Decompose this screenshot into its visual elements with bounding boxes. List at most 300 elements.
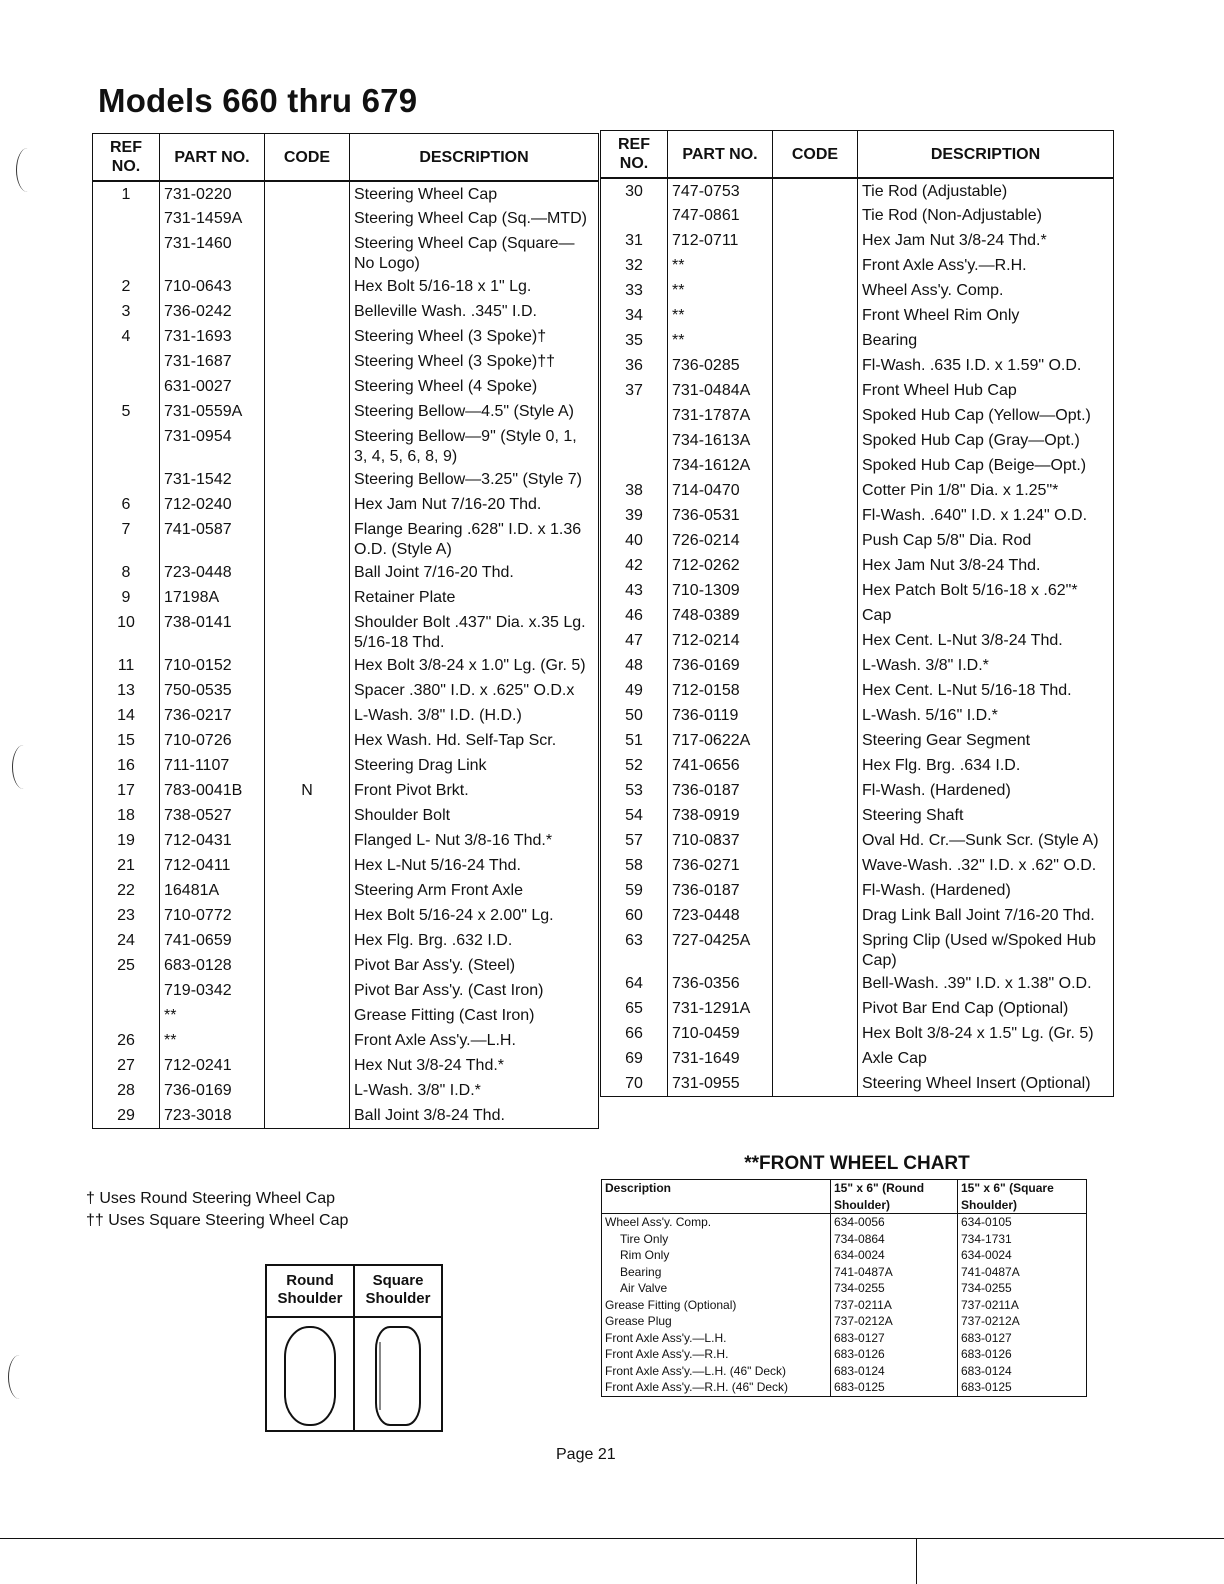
description-cell: Steering Bellow—9" (Style 0, 1, 3, 4, 5, 6, 8, 9)	[350, 424, 599, 467]
ref-no-cell: 4	[93, 324, 160, 349]
wheel-description-cell: Wheel Ass'y. Comp.	[602, 1214, 831, 1231]
description-cell: Push Cap 5/8" Dia. Rod	[858, 528, 1114, 553]
ref-no-cell: 27	[93, 1053, 160, 1078]
table-row	[93, 324, 599, 349]
ref-no-cell: 59	[601, 878, 668, 903]
round-shoulder-part-cell: 734-0255	[831, 1280, 958, 1297]
table-row	[601, 803, 1114, 828]
code-cell	[773, 528, 858, 553]
ref-no-cell: 9	[93, 585, 160, 610]
table-row	[601, 203, 1114, 228]
code-cell	[265, 678, 350, 703]
ref-no-cell: 16	[93, 753, 160, 778]
square-shoulder-part-cell: 737-0211A	[958, 1297, 1087, 1314]
code-cell	[265, 492, 350, 517]
code-cell	[773, 853, 858, 878]
ref-no-cell	[93, 467, 160, 492]
part-no-cell: 731-1291A	[668, 996, 773, 1021]
ref-no-cell: 57	[601, 828, 668, 853]
ref-no-cell: 17	[93, 778, 160, 803]
part-no-cell: 631-0027	[160, 374, 265, 399]
ref-no-cell: 58	[601, 853, 668, 878]
wheel-description-cell: Tire Only	[602, 1231, 831, 1248]
code-cell	[773, 353, 858, 378]
description-cell: Steering Wheel Cap (Sq.—MTD)	[350, 206, 599, 231]
part-no-cell: **	[668, 278, 773, 303]
part-no-cell: 731-1459A	[160, 206, 265, 231]
part-no-cell: **	[160, 1028, 265, 1053]
table-row	[601, 971, 1114, 996]
description-cell: Fl-Wash. (Hardened)	[858, 778, 1114, 803]
table-row	[93, 778, 599, 803]
ref-no-cell: 49	[601, 678, 668, 703]
page-number: Page 21	[556, 1446, 616, 1463]
ref-no-cell: 6	[93, 492, 160, 517]
ref-no-cell	[601, 203, 668, 228]
round-shoulder-part-cell: 683-0125	[831, 1379, 958, 1396]
round-shoulder-part-cell: 634-0056	[831, 1214, 958, 1231]
wheel-description-cell: Front Axle Ass'y.—L.H.	[602, 1330, 831, 1347]
round-shoulder-tire-icon	[282, 1324, 338, 1428]
ref-no-cell: 21	[93, 853, 160, 878]
part-no-cell: 750-0535	[160, 678, 265, 703]
front-wheel-chart	[601, 1179, 1087, 1397]
ref-no-cell	[93, 374, 160, 399]
part-no-cell: 714-0470	[668, 478, 773, 503]
table-row	[601, 703, 1114, 728]
code-cell	[265, 853, 350, 878]
wheel-header-round: 15" x 6" (Round Shoulder)	[831, 1180, 958, 1214]
square-shoulder-part-cell: 683-0127	[958, 1330, 1087, 1347]
part-no-cell: 723-3018	[160, 1103, 265, 1128]
table-row	[601, 478, 1114, 503]
description-cell: Hex Patch Bolt 5/16-18 x .62"*	[858, 578, 1114, 603]
description-cell: Fl-Wash. (Hardened)	[858, 878, 1114, 903]
code-cell	[265, 1003, 350, 1028]
code-cell	[265, 803, 350, 828]
ref-no-cell: 64	[601, 971, 668, 996]
square-shoulder-part-cell: 683-0125	[958, 1379, 1087, 1396]
table-row	[601, 428, 1114, 453]
punch-hole-mark	[12, 745, 35, 789]
wheel-header-description: Description	[602, 1180, 831, 1214]
wheel-chart-row	[602, 1231, 1087, 1248]
code-cell	[265, 231, 350, 274]
wheel-chart-row	[602, 1264, 1087, 1281]
wheel-chart-row	[602, 1280, 1087, 1297]
ref-no-cell: 63	[601, 928, 668, 971]
part-no-cell: 738-0919	[668, 803, 773, 828]
description-cell: Oval Hd. Cr.—Sunk Scr. (Style A)	[858, 828, 1114, 853]
description-cell: Hex Bolt 3/8-24 x 1.0" Lg. (Gr. 5)	[350, 653, 599, 678]
code-cell	[773, 678, 858, 703]
description-cell: Flange Bearing .628" I.D. x 1.36 O.D. (Style A)	[350, 517, 599, 560]
part-no-cell: 731-1687	[160, 349, 265, 374]
footnotes	[86, 1188, 348, 1232]
square-shoulder-part-cell: 734-1731	[958, 1231, 1087, 1248]
description-cell: L-Wash. 3/8" I.D. (H.D.)	[350, 703, 599, 728]
description-cell: Steering Drag Link	[350, 753, 599, 778]
table-row	[601, 178, 1114, 203]
description-cell: Flanged L- Nut 3/8-16 Thd.*	[350, 828, 599, 853]
table-row	[93, 928, 599, 953]
ref-no-cell: 34	[601, 303, 668, 328]
ref-no-cell: 26	[93, 1028, 160, 1053]
ref-no-cell: 28	[93, 1078, 160, 1103]
code-cell	[265, 274, 350, 299]
code-cell	[773, 403, 858, 428]
part-no-cell: 710-0152	[160, 653, 265, 678]
part-no-cell: 719-0342	[160, 978, 265, 1003]
ref-no-cell: 13	[93, 678, 160, 703]
round-shoulder-part-cell: 683-0127	[831, 1330, 958, 1347]
footnote-round: † Uses Round Steering Wheel Cap	[86, 1190, 336, 1207]
code-cell	[773, 628, 858, 653]
code-cell	[265, 753, 350, 778]
table-row	[93, 467, 599, 492]
part-no-cell: 736-0187	[668, 778, 773, 803]
description-cell: Bell-Wash. .39" I.D. x 1.38" O.D.	[858, 971, 1114, 996]
table-row	[93, 1103, 599, 1128]
header-code: CODE	[773, 131, 858, 179]
description-cell: Spring Clip (Used w/Spoked Hub Cap)	[858, 928, 1114, 971]
part-no-cell: 731-1693	[160, 324, 265, 349]
table-row	[93, 349, 599, 374]
code-cell	[773, 778, 858, 803]
part-no-cell: 731-0955	[668, 1071, 773, 1096]
part-no-cell: 738-0141	[160, 610, 265, 653]
code-cell	[265, 903, 350, 928]
wheel-chart-row	[602, 1379, 1087, 1396]
description-cell: Hex Bolt 3/8-24 x 1.5" Lg. (Gr. 5)	[858, 1021, 1114, 1046]
part-no-cell: 712-0214	[668, 628, 773, 653]
part-no-cell: 712-0262	[668, 553, 773, 578]
description-cell: Hex Jam Nut 3/8-24 Thd.	[858, 553, 1114, 578]
ref-no-cell: 69	[601, 1046, 668, 1071]
header-ref: REF NO.	[601, 131, 668, 179]
code-cell	[265, 424, 350, 467]
code-cell	[773, 578, 858, 603]
ref-no-cell	[601, 403, 668, 428]
description-cell: Hex Flg. Brg. .632 I.D.	[350, 928, 599, 953]
square-shoulder-part-cell: 683-0126	[958, 1346, 1087, 1363]
ref-no-cell: 14	[93, 703, 160, 728]
ref-no-cell: 3	[93, 299, 160, 324]
part-no-cell: 712-0241	[160, 1053, 265, 1078]
table-row	[93, 610, 599, 653]
header-description: DESCRIPTION	[350, 134, 599, 182]
code-cell	[265, 374, 350, 399]
table-row	[601, 1071, 1114, 1096]
ref-no-cell: 24	[93, 928, 160, 953]
code-cell	[773, 803, 858, 828]
code-cell	[773, 378, 858, 403]
table-row	[93, 828, 599, 853]
part-no-cell: 736-0285	[668, 353, 773, 378]
code-cell	[265, 1103, 350, 1128]
part-no-cell: 736-0119	[668, 703, 773, 728]
description-cell: Front Axle Ass'y.—L.H.	[350, 1028, 599, 1053]
wheel-header-square: 15" x 6" (Square Shoulder)	[958, 1180, 1087, 1214]
description-cell: Tie Rod (Adjustable)	[858, 178, 1114, 203]
description-cell: Steering Bellow—4.5" (Style A)	[350, 399, 599, 424]
code-cell	[773, 478, 858, 503]
description-cell: Pivot Bar Ass'y. (Steel)	[350, 953, 599, 978]
code-cell	[265, 610, 350, 653]
wheel-chart-row	[602, 1297, 1087, 1314]
table-row	[601, 728, 1114, 753]
description-cell: Fl-Wash. .635 I.D. x 1.59" O.D.	[858, 353, 1114, 378]
code-cell	[265, 978, 350, 1003]
code-cell	[773, 728, 858, 753]
page-title: Models 660 thru 679	[98, 82, 418, 119]
ref-no-cell: 35	[601, 328, 668, 353]
part-no-cell: 736-0271	[668, 853, 773, 878]
ref-no-cell: 19	[93, 828, 160, 853]
wheel-chart-row	[602, 1313, 1087, 1330]
description-cell: Hex L-Nut 5/16-24 Thd.	[350, 853, 599, 878]
part-no-cell: 747-0753	[668, 178, 773, 203]
table-row	[601, 628, 1114, 653]
table-row	[93, 231, 599, 274]
code-cell	[265, 1053, 350, 1078]
square-shoulder-label: Square Shoulder	[365, 1272, 431, 1307]
parts-table-left	[92, 133, 599, 1129]
round-shoulder-part-cell: 737-0211A	[831, 1297, 958, 1314]
table-row	[93, 1003, 599, 1028]
code-cell	[265, 206, 350, 231]
part-no-cell: 726-0214	[668, 528, 773, 553]
description-cell: Front Wheel Hub Cap	[858, 378, 1114, 403]
code-cell	[773, 278, 858, 303]
description-cell: Ball Joint 7/16-20 Thd.	[350, 560, 599, 585]
part-no-cell: 731-0484A	[668, 378, 773, 403]
code-cell	[265, 953, 350, 978]
table-row	[601, 903, 1114, 928]
table-row	[601, 328, 1114, 353]
parts-table-right	[600, 130, 1114, 1097]
ref-no-cell: 46	[601, 603, 668, 628]
part-no-cell: 723-0448	[160, 560, 265, 585]
part-no-cell: 736-0356	[668, 971, 773, 996]
part-no-cell: 736-0187	[668, 878, 773, 903]
description-cell: Hex Cent. L-Nut 3/8-24 Thd.	[858, 628, 1114, 653]
description-cell: Hex Flg. Brg. .634 I.D.	[858, 753, 1114, 778]
square-shoulder-part-cell: 634-0105	[958, 1214, 1087, 1231]
table-row	[93, 274, 599, 299]
ref-no-cell	[601, 428, 668, 453]
ref-no-cell	[93, 231, 160, 274]
square-shoulder-part-cell: 634-0024	[958, 1247, 1087, 1264]
code-cell	[773, 971, 858, 996]
ref-no-cell: 29	[93, 1103, 160, 1128]
table-row	[93, 517, 599, 560]
part-no-cell: 734-1613A	[668, 428, 773, 453]
description-cell: Spoked Hub Cap (Beige—Opt.)	[858, 453, 1114, 478]
code-cell	[773, 996, 858, 1021]
code-cell	[773, 1046, 858, 1071]
part-no-cell: 738-0527	[160, 803, 265, 828]
ref-no-cell: 42	[601, 553, 668, 578]
table-row	[93, 978, 599, 1003]
table-row	[601, 378, 1114, 403]
square-shoulder-part-cell: 683-0124	[958, 1363, 1087, 1380]
round-shoulder-part-cell: 683-0124	[831, 1363, 958, 1380]
code-cell	[265, 181, 350, 206]
table-row	[601, 278, 1114, 303]
table-row	[93, 853, 599, 878]
description-cell: Steering Wheel Cap (Square— No Logo)	[350, 231, 599, 274]
part-no-cell: 17198A	[160, 585, 265, 610]
table-row	[601, 503, 1114, 528]
wheel-chart-row	[602, 1346, 1087, 1363]
bottom-tick	[916, 1538, 917, 1584]
ref-no-cell: 23	[93, 903, 160, 928]
part-no-cell: 736-0217	[160, 703, 265, 728]
part-no-cell: 783-0041B	[160, 778, 265, 803]
part-no-cell: 717-0622A	[668, 728, 773, 753]
description-cell: Front Pivot Brkt.	[350, 778, 599, 803]
code-cell	[773, 653, 858, 678]
description-cell: Bearing	[858, 328, 1114, 353]
part-no-cell: 741-0587	[160, 517, 265, 560]
description-cell: Shoulder Bolt .437" Dia. x.35 Lg. 5/16-18 Thd.	[350, 610, 599, 653]
part-no-cell: 736-0242	[160, 299, 265, 324]
header-part: PART NO.	[668, 131, 773, 179]
wheel-chart-row	[602, 1214, 1087, 1231]
description-cell: Retainer Plate	[350, 585, 599, 610]
part-no-cell: 683-0128	[160, 953, 265, 978]
ref-no-cell: 66	[601, 1021, 668, 1046]
table-row	[601, 678, 1114, 703]
part-no-cell: 712-0431	[160, 828, 265, 853]
part-no-cell: 710-0772	[160, 903, 265, 928]
table-row	[601, 528, 1114, 553]
shoulder-diagram	[265, 1264, 443, 1432]
wheel-description-cell: Front Axle Ass'y.—R.H.	[602, 1346, 831, 1363]
ref-no-cell: 70	[601, 1071, 668, 1096]
round-shoulder-part-cell: 683-0126	[831, 1346, 958, 1363]
round-shoulder-part-cell: 737-0212A	[831, 1313, 958, 1330]
table-row	[601, 453, 1114, 478]
code-cell	[265, 928, 350, 953]
description-cell: Grease Fitting (Cast Iron)	[350, 1003, 599, 1028]
description-cell: Hex Wash. Hd. Self-Tap Scr.	[350, 728, 599, 753]
description-cell: Hex Nut 3/8-24 Thd.*	[350, 1053, 599, 1078]
description-cell: Hex Bolt 5/16-24 x 2.00" Lg.	[350, 903, 599, 928]
ref-no-cell: 32	[601, 253, 668, 278]
description-cell: Spacer .380" I.D. x .625" O.D.x	[350, 678, 599, 703]
part-no-cell: **	[668, 328, 773, 353]
table-row	[601, 828, 1114, 853]
code-cell	[265, 399, 350, 424]
part-no-cell: 731-0954	[160, 424, 265, 467]
ref-no-cell: 48	[601, 653, 668, 678]
table-row	[601, 1021, 1114, 1046]
code-cell	[773, 203, 858, 228]
part-no-cell: 711-1107	[160, 753, 265, 778]
code-cell	[773, 178, 858, 203]
code-cell	[773, 253, 858, 278]
part-no-cell: **	[668, 253, 773, 278]
table-row	[601, 653, 1114, 678]
ref-no-cell: 7	[93, 517, 160, 560]
part-no-cell: 710-0837	[668, 828, 773, 853]
description-cell: Steering Bellow—3.25" (Style 7)	[350, 467, 599, 492]
ref-no-cell: 22	[93, 878, 160, 903]
code-cell	[265, 585, 350, 610]
description-cell: Shoulder Bolt	[350, 803, 599, 828]
ref-no-cell: 5	[93, 399, 160, 424]
table-row	[93, 1028, 599, 1053]
table-row	[93, 1078, 599, 1103]
wheel-chart-title: **FRONT WHEEL CHART	[744, 1153, 970, 1174]
table-row	[601, 353, 1114, 378]
wheel-description-cell: Front Axle Ass'y.—R.H. (46" Deck)	[602, 1379, 831, 1396]
part-no-cell: 731-1787A	[668, 403, 773, 428]
description-cell: Steering Gear Segment	[858, 728, 1114, 753]
table-row	[601, 578, 1114, 603]
wheel-description-cell: Front Axle Ass'y.—L.H. (46" Deck)	[602, 1363, 831, 1380]
part-no-cell: 736-0531	[668, 503, 773, 528]
part-no-cell: **	[668, 303, 773, 328]
square-shoulder-part-cell: 741-0487A	[958, 1264, 1087, 1281]
table-row	[93, 374, 599, 399]
ref-no-cell: 40	[601, 528, 668, 553]
ref-no-cell	[93, 424, 160, 467]
wheel-description-cell: Air Valve	[602, 1280, 831, 1297]
description-cell: Steering Wheel (4 Spoke)	[350, 374, 599, 399]
ref-no-cell: 1	[93, 181, 160, 206]
description-cell: Hex Jam Nut 7/16-20 Thd.	[350, 492, 599, 517]
ref-no-cell: 15	[93, 728, 160, 753]
ref-no-cell: 37	[601, 378, 668, 403]
table-row	[601, 303, 1114, 328]
code-cell	[265, 728, 350, 753]
part-no-cell: 710-1309	[668, 578, 773, 603]
punch-hole-mark	[8, 1355, 31, 1399]
part-no-cell: 741-0656	[668, 753, 773, 778]
square-shoulder-tire-icon	[370, 1324, 426, 1428]
description-cell: Spoked Hub Cap (Gray—Opt.)	[858, 428, 1114, 453]
round-shoulder-part-cell: 734-0864	[831, 1231, 958, 1248]
table-row	[601, 996, 1114, 1021]
part-no-cell: 731-0220	[160, 181, 265, 206]
table-row	[93, 1053, 599, 1078]
table-row	[93, 424, 599, 467]
square-shoulder-part-cell: 734-0255	[958, 1280, 1087, 1297]
wheel-description-cell: Bearing	[602, 1264, 831, 1281]
wheel-description-cell: Grease Fitting (Optional)	[602, 1297, 831, 1314]
part-no-cell: 723-0448	[668, 903, 773, 928]
table-row	[93, 953, 599, 978]
ref-no-cell: 51	[601, 728, 668, 753]
part-no-cell: 731-1542	[160, 467, 265, 492]
table-row	[93, 703, 599, 728]
code-cell	[773, 503, 858, 528]
part-no-cell: 731-0559A	[160, 399, 265, 424]
table-row	[93, 206, 599, 231]
part-no-cell: 747-0861	[668, 203, 773, 228]
code-cell	[773, 603, 858, 628]
description-cell: Wave-Wash. .32" I.D. x .62" O.D.	[858, 853, 1114, 878]
description-cell: Fl-Wash. .640" I.D. x 1.24" O.D.	[858, 503, 1114, 528]
part-no-cell: 741-0659	[160, 928, 265, 953]
description-cell: Steering Wheel (3 Spoke)†	[350, 324, 599, 349]
ref-no-cell: 8	[93, 560, 160, 585]
part-no-cell: 712-0240	[160, 492, 265, 517]
round-shoulder-label: Round Shoulder	[267, 1266, 355, 1316]
